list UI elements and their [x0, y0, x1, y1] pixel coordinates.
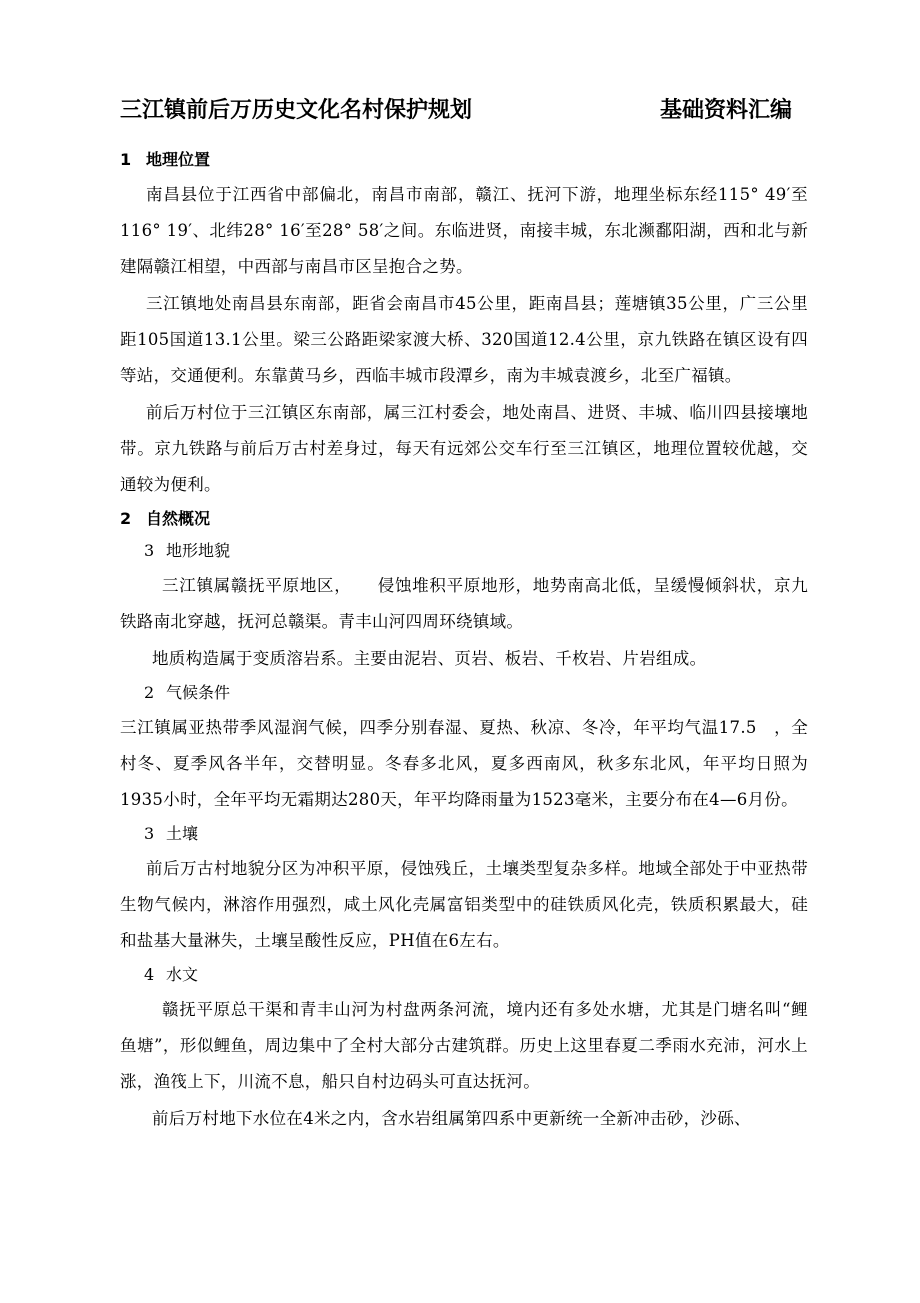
document-body [120, 145, 808, 1138]
paragraph: 前后万村位于三江镇区东南部，属三江村委会，地处南昌、进贤、丰城、临川四县接壤地带。京九铁路与前后万古村差身过，每天有远郊公交车行至三江镇区，地理位置较优越，交通较为便利。 [120, 403, 808, 494]
section-number: 2 [120, 509, 132, 528]
section-number: 1 [120, 150, 132, 169]
section-title: 自然概况 [146, 509, 211, 528]
subsection-number: 3 [144, 824, 155, 843]
header-section-label: 基础资料汇编 [660, 98, 793, 123]
subsection-title: 水文 [166, 965, 199, 984]
paragraph: 前后万古村地貌分区为冲积平原，侵蚀残丘，土壤类型复杂多样。地域全部处于中亚热带生物气候内，淋溶作用强烈，咸土风化壳属富铝类型中的硅铁质风化壳，铁质积累最大，硅和盐基大量淋失，土壤呈酸性反应，PH值在6左右。 [120, 859, 808, 950]
subsection-number: 4 [144, 965, 155, 984]
section-heading [120, 504, 808, 534]
subsection-title: 土壤 [166, 824, 199, 843]
subsection-heading [144, 536, 808, 566]
paragraph: 前后万村地下水位在4米之内，含水岩组属第四系中更新统一全新冲击砂，沙砾、 [152, 1109, 751, 1128]
paragraph: 赣抚平原总干渠和青丰山河为村盘两条河流，境内还有多处水塘，尤其是门塘名叫“鲤鱼塘”，形似鲤鱼，周边集中了全村大部分古建筑群。历史上这里春夏二季雨水充沛，河水上涨，渔筏上下，川流不息，船只自村边码头可直达抚河。 [120, 1000, 808, 1091]
subsection-number: 3 [144, 541, 155, 560]
subsection-number: 2 [144, 683, 155, 702]
paragraph: 三江镇属赣抚平原地区， 侵蚀堆积平原地形，地势南高北低，呈缓慢倾斜状，京九铁路南北穿越，抚河总赣渠。青丰山河四周环绕镇域。 [120, 576, 808, 631]
paragraph: 三江镇属亚热带季风湿润气候，四季分别春湿、夏热、秋凉、冬冷，年平均气温17.5 ，全村冬、夏季风各半年，交替明显。冬春多北风，夏多西南风，秋多东北风，年平均日照为1935小时，全年平均无霜期达280天，年平均降雨量为1523毫米，主要分布在4—6月份。 [120, 718, 808, 809]
section-title: 地理位置 [146, 150, 211, 169]
page-header [120, 94, 800, 128]
section-heading [120, 145, 808, 175]
subsection-heading [144, 960, 808, 990]
subsection-heading [144, 819, 808, 849]
paragraph: 南昌县位于江西省中部偏北，南昌市南部，赣江、抚河下游，地理坐标东经115° 49′至116° 19′、北纬28° 16′至28° 58′之间。东临进贤，南接丰城，东北濒鄱阳湖，西和北与新建隔赣江相望，中西部与南昌市区呈抱合之势。 [120, 185, 808, 276]
subsection-title: 气候条件 [166, 683, 231, 702]
paragraph: 三江镇地处南昌县东南部，距省会南昌市45公里，距南昌县；莲塘镇35公里，广三公里距105国道13.1公里。梁三公路距梁家渡大桥、320国道12.4公里，京九铁路在镇区设有四等站，交通便利。东靠黄马乡，西临丰城市段潭乡，南为丰城袁渡乡，北至广福镇。 [120, 294, 808, 385]
header-title: 三江镇前后万历史文化名村保护规划 [120, 98, 473, 123]
paragraph: 地质构造属于变质溶岩系。主要由泥岩、页岩、板岩、千枚岩、片岩组成。 [152, 649, 707, 668]
subsection-heading [144, 678, 808, 708]
subsection-title: 地形地貌 [166, 541, 231, 560]
